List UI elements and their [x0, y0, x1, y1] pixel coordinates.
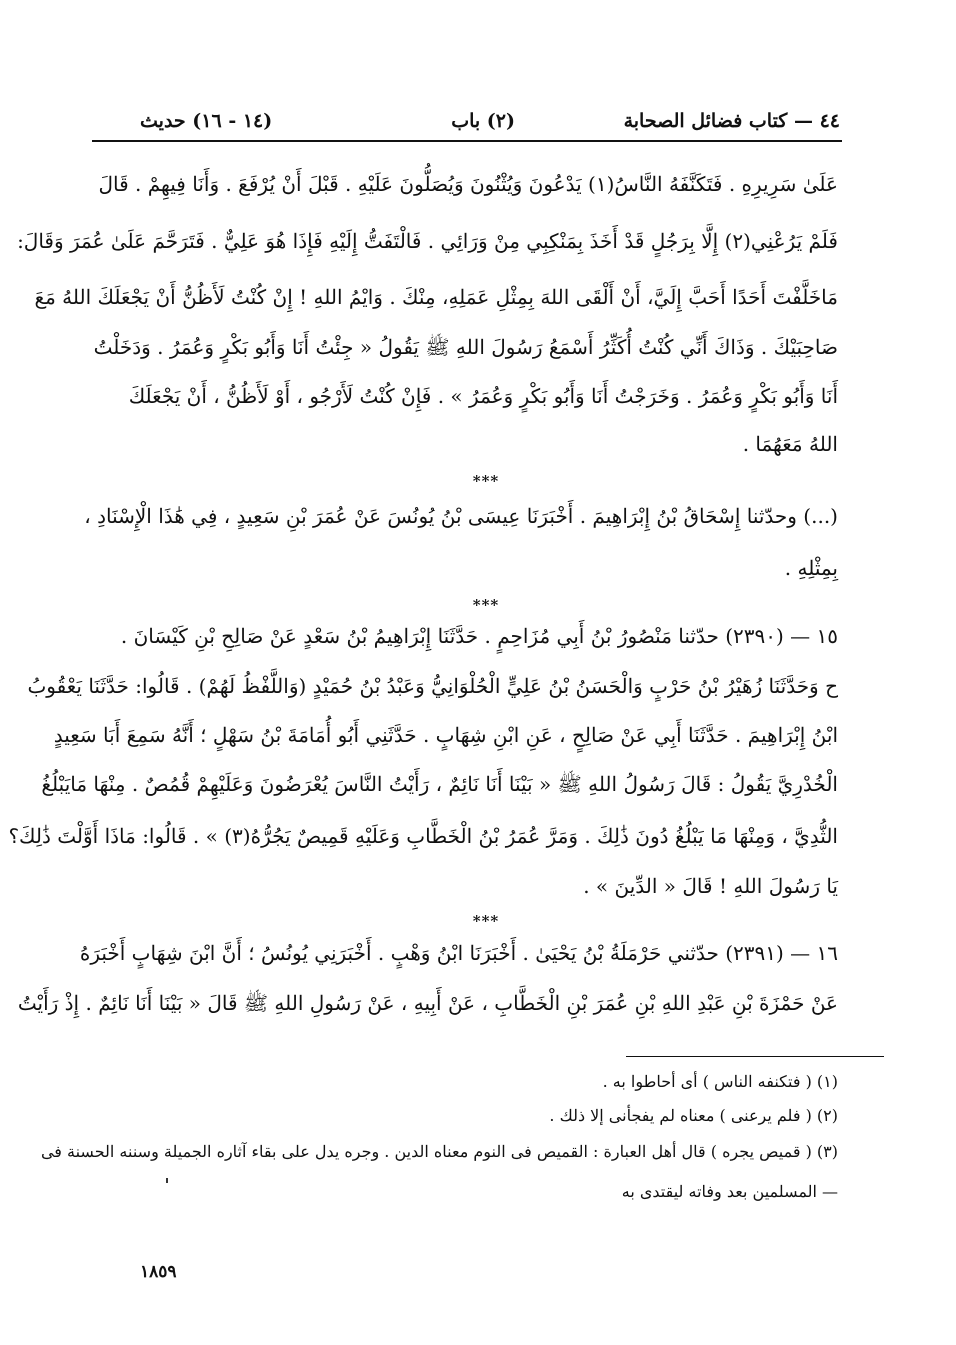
hadith-15-line: ابْنُ إِبْرَاهِيمَ . حَدَّثَنَا أَبِي عَنْ صَالِحٍ ، عَنِ ابْنِ شِهَابٍ . حَدَّثَنِي أَبُو أُمَامَةَ بْنُ سَهْلٍ ؛ أَنَّهُ سَمِعَ أَبَا سَعِيدٍ: [53, 723, 838, 747]
text-line: صَاحِبَيْكَ . وَذَاكَ أَنِّي كُنْتُ أُكَثِّرُ أَسْمَعُ رَسُولَ اللهِ ﷺ يَقُولُ « جِئْتُ أَنَا وَأَبُو بَكْرٍ وَعُمَرُ . وَدَخَلْتُ: [93, 335, 838, 359]
footnote-continuation: — المسلمين بعد وفاته ليقتدى به: [621, 1182, 838, 1201]
text-line: اللهُ مَعَهُمَا .: [742, 432, 838, 456]
text-line: مَاخَلَّفْتَ أَحَدًا أَحَبَّ إِلَيَّ، أَنْ أَلْقَى اللهَ بِمِثْلِ عَمَلِهِ، مِنْكَ . وَايْمُ اللهِ ! إِنْ كُنْتُ لَأَظُنُّ أَنْ يَجْعَلَكَ اللهُ مَعَ: [34, 285, 838, 309]
ink-mark: [166, 1178, 168, 1183]
footnote: (٣) ( قميص يجره ) قال أهل العبارة : القميص فى النوم معناه الدين . وجره يدل على بقاء آثاره الجميلة وسننه الحسنة فى: [40, 1142, 838, 1161]
footnote-rule: [626, 1056, 884, 1057]
text-line: (...) وحدّثنا إِسْحَاقُ بْنُ إِبْرَاهِيمَ . أَخْبَرَنَا عِيسَى بْنُ يُونُسَ عَنْ عُمَرَ بْنِ سَعِيدٍ ، فِي هَٰذَا الْإِسْنَادِ ،: [84, 504, 838, 528]
text-line: عَلَىٰ سَرِيرِهِ . فَتَكَنَّفَهُ النَّاسُ(١) يَدْعُونَ وَيُثْنُونَ وَيُصَلُّونَ عَلَيْهِ . قَبْلَ أَنْ يُرْفَعَ . وَأَنَا فِيهِمْ . قَالَ: [98, 172, 838, 196]
page-number: ١٨٥٩: [140, 1262, 177, 1282]
section-separator: ***: [472, 596, 500, 614]
header-chapter: (٢) باب: [451, 110, 515, 132]
hadith-15-line: الْخُدْرِيَّ يَقُولُ : قَالَ رَسُولُ اللهِ ﷺ « بَيْنَا أَنَا نَائِمٌ ، رَأَيْتُ النَّاسَ يُعْرَضُونَ وَعَلَيْهِمْ قُمُصٌ . مِنْهَا مَايَبْلُغُ: [41, 772, 838, 796]
text-line: بِمِثْلِهِ .: [784, 556, 838, 580]
hadith-15-line: الثُّدِيَّ ، وَمِنْهَا مَا يَبْلُغُ دُونَ ذَٰلِكَ . وَمَرَّ عُمَرُ بْنُ الْخَطَّابِ وَعَلَيْهِ قَمِيصٌ يَجُرُّهُ(٣) » . قَالُوا: مَاذَا أَوَّلْتَ ذَٰلِكَ؟: [8, 824, 838, 848]
hadith-16-line: ١٦ — (٢٣٩١) حدّثني حَرْمَلَةُ بْنُ يَحْيَىٰ . أَخْبَرَنَا ابْنُ وَهْبٍ . أَخْبَرَنِي يُونُسُ ؛ أَنَّ ابْنَ شِهَابٍ أَخْبَرَهُ: [79, 941, 838, 965]
section-separator: ***: [472, 472, 500, 490]
text-line: فَلَمْ يَرُعْنِي(٢) إِلَّا بِرَجُلٍ قَدْ أَخَذَ بِمَنْكِبِي مِنْ وَرَائِي . فَالْتَفَتُّ إِلَيْهِ فَإِذَا هُوَ عَلِيٌّ . فَتَرَحَّمَ عَلَىٰ عُمَرَ وَقَالَ:: [17, 229, 838, 253]
hadith-15-line: ح وَحَدَّثَنَا زُهَيْرُ بْنُ حَرْبٍ وَالْحَسَنُ بْنُ عَلِيٍّ الْحُلْوَانِيُّ وَعَبْدُ بْنُ حُمَيْدٍ (وَاللَّفْظُ لَهُمْ) . قَالُوا: حَدَّثَنَا يَعْقُوبُ: [27, 674, 838, 698]
footnote: (٢) ( فلم يرعنى ) معناه لم يفجأنى إلا ذلك .: [549, 1106, 838, 1125]
header-book-title: ٤٤ — كتاب فضائل الصحابة: [623, 110, 840, 132]
header-rule: [92, 140, 842, 142]
footnote: (١) ( فتكنفه الناس ) أى أحاطوا به .: [602, 1072, 838, 1091]
hadith-16-line: عَنْ حَمْزَةَ بْنِ عَبْدِ اللهِ بْنِ عُمَرَ بْنِ الْخَطَّابِ ، عَنْ أَبِيهِ ، عَنْ رَسُولِ اللهِ ﷺ قَالَ « بَيْنَا أَنَا نَائِمٌ . إِذْ رَأَيْتُ: [17, 991, 838, 1015]
running-header: [92, 104, 840, 144]
header-hadith-range: (١٤ - ١٦) حديث: [140, 110, 273, 132]
hadith-15-line: يَا رَسُولَ اللهِ ! قَالَ « الدِّينَ » .: [583, 874, 838, 898]
hadith-15-line: ١٥ — (٢٣٩٠) حدّثنا مَنْصُورُ بْنُ أَبِي مُزَاحِمٍ . حَدَّثَنَا إِبْرَاهِيمُ بْنُ سَعْدٍ عَنْ صَالِحِ بْنِ كَيْسَانَ .: [120, 624, 838, 648]
text-line: أَنَا وَأَبُو بَكْرٍ وَعُمَرُ . وَخَرَجْتُ أَنَا وَأَبُو بَكْرٍ وَعُمَرُ » . فَإِنْ كُنْتُ لَأَرْجُو ، أَوْ لَأَظُنُّ ، أَنْ يَجْعَلَكَ: [128, 384, 838, 408]
section-separator: ***: [472, 912, 500, 930]
